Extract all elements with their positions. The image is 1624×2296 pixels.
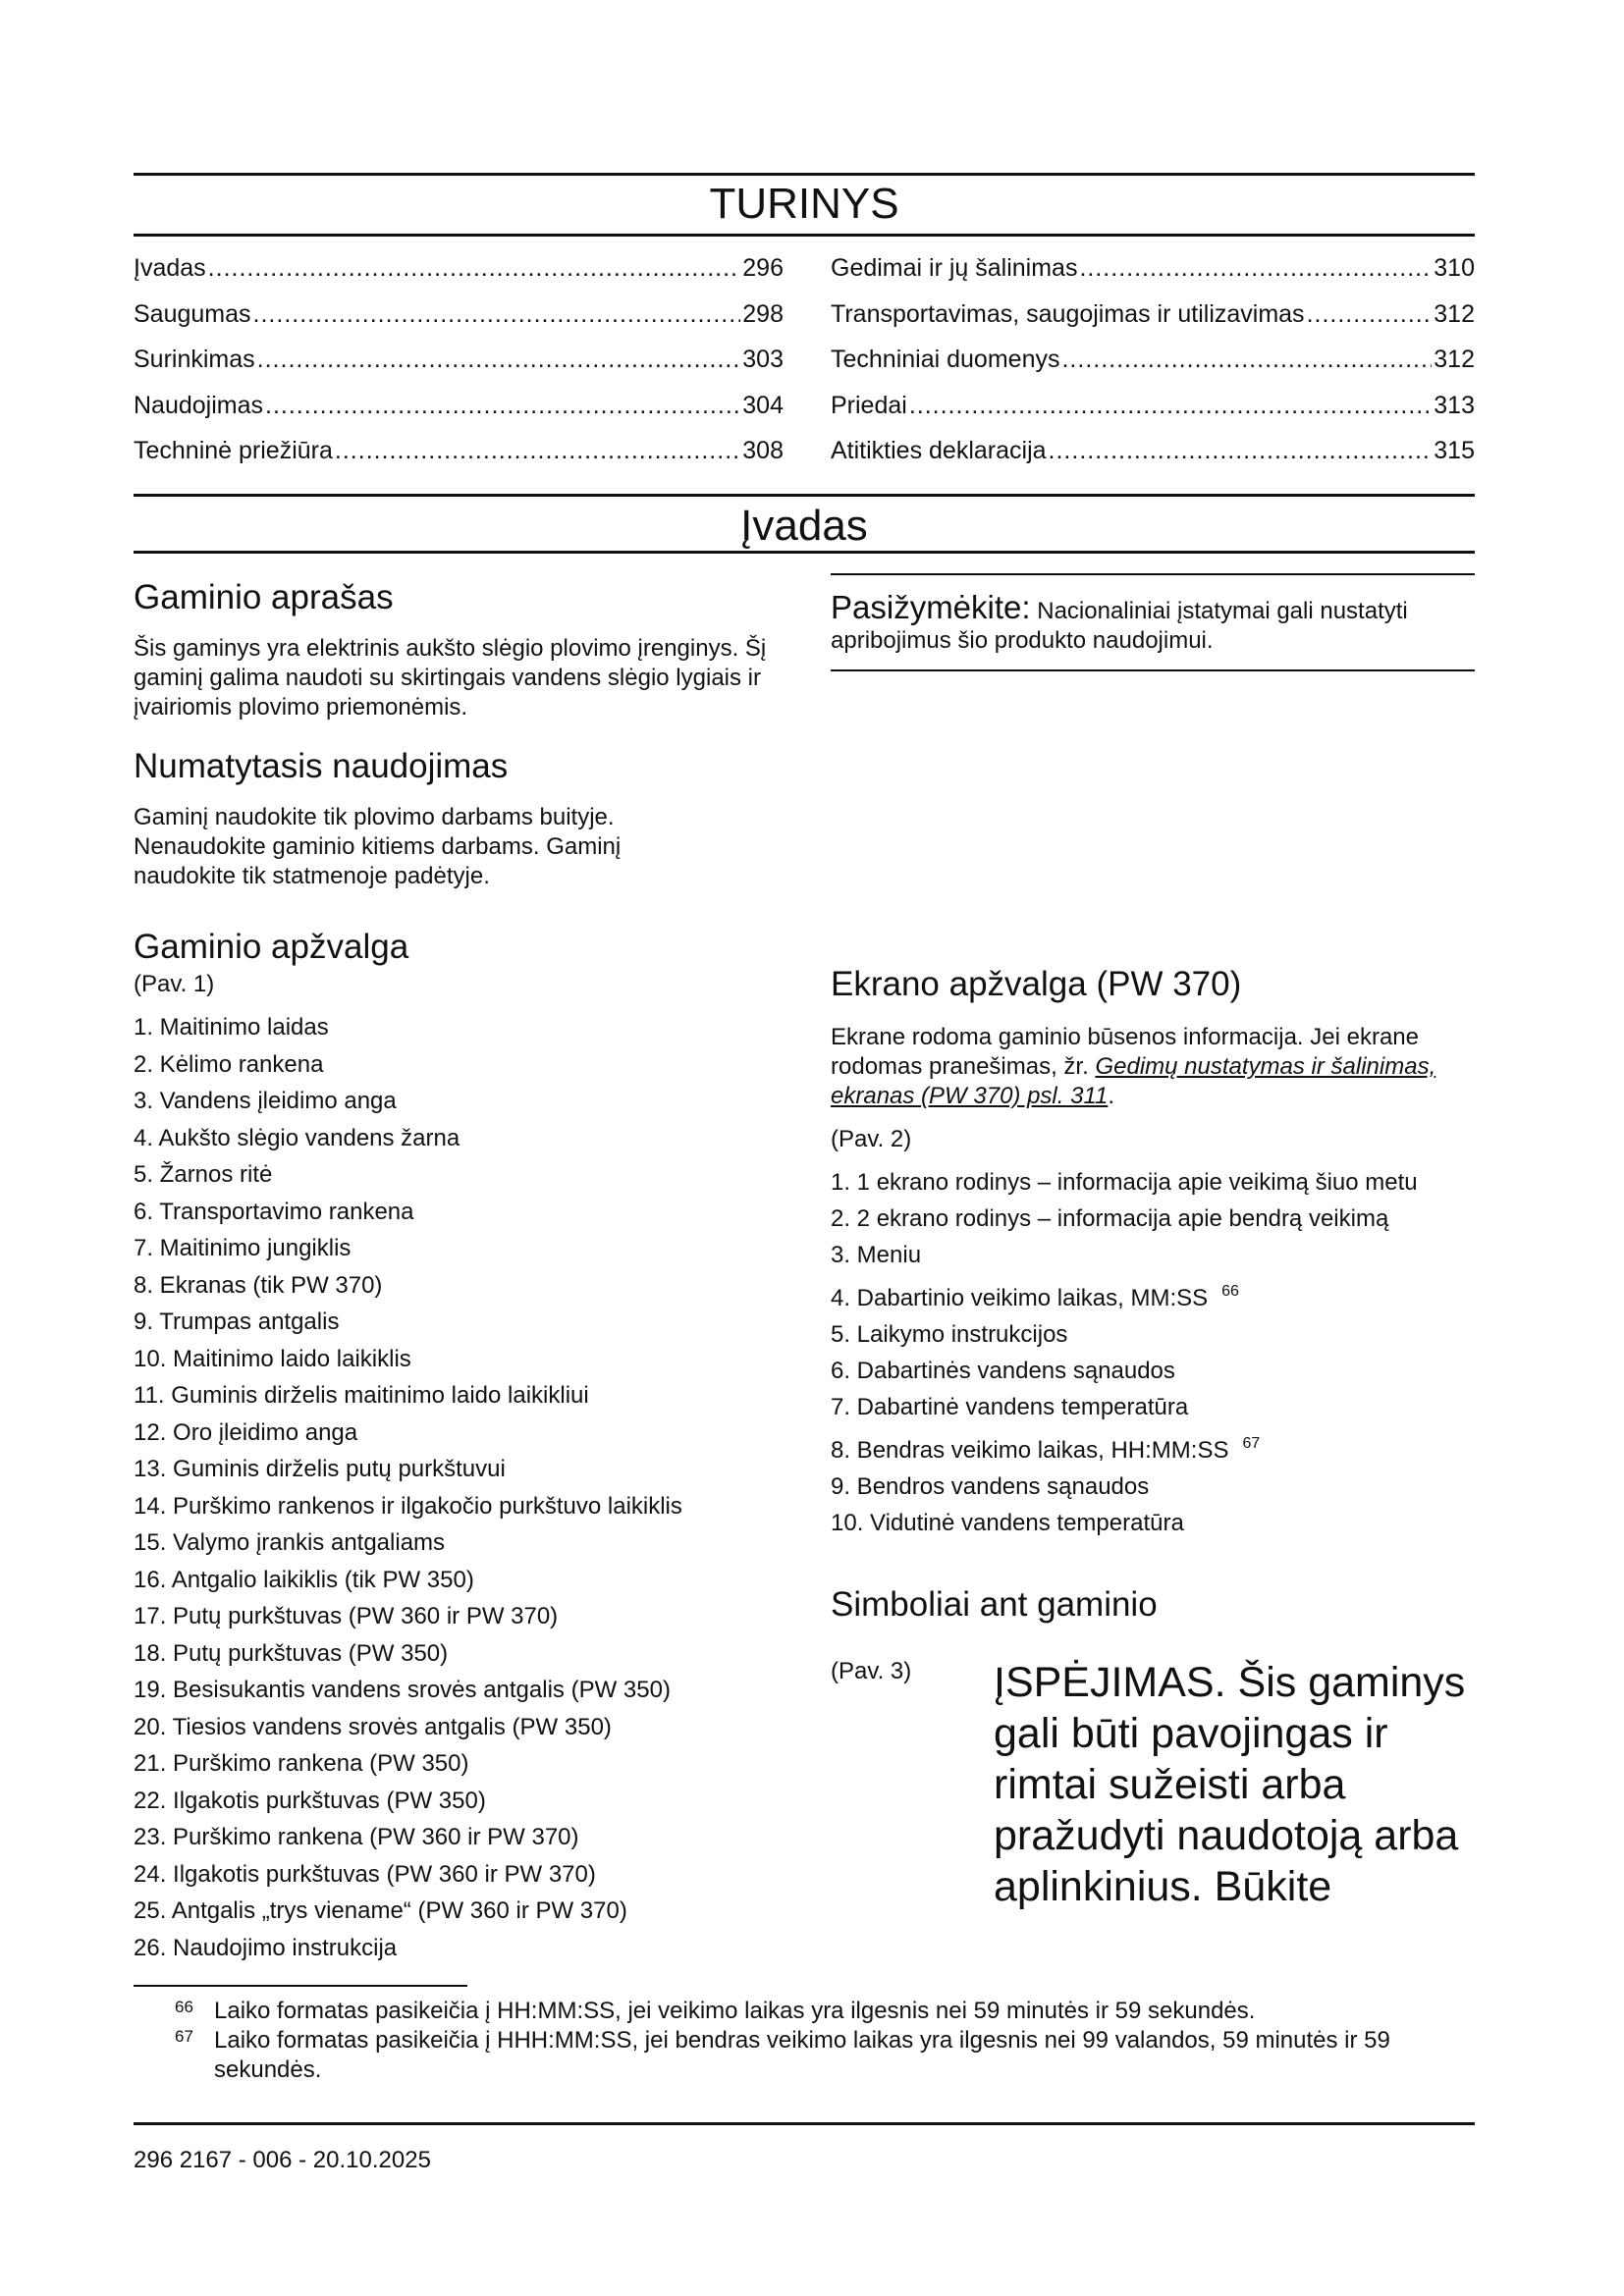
footnote-number: 66: [175, 1998, 193, 2016]
symbols-section: [831, 1584, 1475, 1626]
toc-entry-page: 308: [742, 437, 784, 464]
list-item: [831, 1393, 1475, 1422]
list-item-text: 2. 2 ekrano rodinys – informacija apie bendrą veikimą: [831, 1205, 1389, 1232]
toc-right-column: [831, 251, 1475, 480]
toc-entry-page: 304: [742, 391, 784, 419]
footnote-rule: [134, 1985, 467, 1987]
figure-ref: (Pav. 2): [831, 1126, 912, 1152]
list-item: 3. Vandens įleidimo anga: [134, 1088, 397, 1114]
toc-entry-page: 303: [742, 346, 784, 373]
toc-entry[interactable]: [134, 389, 784, 435]
warning-text: ĮSPĖJIMAS. Šis gaminys gali būti pavojingas ir rimtai sužeisti arba pražudyti naudotoją arba aplinkinius. Būkite: [994, 1659, 1466, 1910]
list-item: 8. Ekranas (tik PW 370): [134, 1271, 383, 1299]
note-paragraph: [831, 589, 1475, 656]
product-description: [134, 577, 801, 722]
cross-reference-link[interactable]: Gedimų nustatymas ir šalinimas, ekranas (PW 370) psl. 311: [831, 1053, 1436, 1109]
list-item: 10. Maitinimo laido laikiklis: [134, 1345, 411, 1372]
section-title: Įvadas: [740, 502, 868, 550]
toc-entry[interactable]: [831, 251, 1475, 297]
footnotes: [175, 1997, 1481, 2085]
intended-use: [134, 746, 801, 891]
list-item: [831, 1509, 1475, 1538]
list-item-text: 3. Meniu: [831, 1242, 922, 1268]
toc-entry-label: Surinkimas: [134, 346, 255, 373]
figure-ref: (Pav. 3): [831, 1658, 912, 1684]
list-item: 6. Transportavimo rankena: [134, 1198, 414, 1225]
list-item: [831, 1277, 1475, 1313]
footnote: [175, 1997, 1481, 2026]
symbols-heading: Simboliai ant gaminio: [831, 1585, 1158, 1624]
list-item: [831, 1472, 1475, 1502]
toc-entry-page: 312: [1434, 299, 1475, 328]
list-item: 2. Kėlimo rankena: [134, 1050, 324, 1078]
footnote-text: Laiko formatas pasikeičia į HHH:MM:SS, jei bendras veikimo laikas yra ilgesnis nei 99 valandos, 59 minutės ir 59 sekundės.: [214, 2027, 1390, 2083]
list-item: 25. Antgalis „trys viename“ (PW 360 ir PW 370): [134, 1897, 627, 1924]
list-item-text: 8. Bendras veikimo laikas, HH:MM:SS: [831, 1437, 1229, 1464]
toc-entry[interactable]: [831, 389, 1475, 435]
list-item-text: 10. Vidutinė vandens temperatūra: [831, 1510, 1184, 1536]
display-overview-heading: Ekrano apžvalga (PW 370): [831, 965, 1242, 1003]
toc-entry-page: 315: [1434, 437, 1475, 464]
toc-entry-page: 298: [742, 299, 784, 328]
list-item: 7. Maitinimo jungiklis: [134, 1235, 352, 1261]
list-item: 20. Tiesios vandens srovės antgalis (PW 350): [134, 1713, 612, 1740]
page-footer: 296 2167 - 006 - 20.10.2025: [134, 2147, 431, 2173]
footnote-ref[interactable]: 66: [1221, 1283, 1239, 1300]
toc-entry-label: Naudojimas: [134, 391, 264, 419]
display-overview-intro: Ekrane rodoma gaminio būsenos informacija. Jei ekrane rodomas pranešimas, žr.: [831, 1024, 1419, 1080]
note-label: Pasižymėkite:: [831, 589, 1031, 625]
toc-entry-label: Transportavimas, saugojimas ir utilizavimas: [831, 299, 1305, 328]
list-item: 18. Putų purkštuvas (PW 350): [134, 1639, 449, 1667]
toc-entry[interactable]: [134, 343, 784, 389]
toc-entry-label: Gedimai ir jų šalinimas: [831, 254, 1078, 282]
list-item: 23. Purškimo rankena (PW 360 ir PW 370): [134, 1824, 579, 1850]
toc-entry-page: 312: [1434, 346, 1475, 373]
list-item: 21. Purškimo rankena (PW 350): [134, 1750, 469, 1777]
intended-use-heading: Numatytasis naudojimas: [134, 747, 509, 785]
toc-entry-label: Atitikties deklaracija: [831, 437, 1047, 464]
list-item: 13. Guminis dirželis putų purkštuvui: [134, 1456, 506, 1482]
section-bottom-rule: [134, 551, 1475, 554]
toc-entry-label: Įvadas: [134, 254, 206, 282]
toc-entry[interactable]: [831, 434, 1475, 480]
list-item: 1. Maitinimo laidas: [134, 1014, 329, 1041]
product-description-text: Šis gaminys yra elektrinis aukšto slėgio plovimo įrenginys. Šį gaminį galima naudoti su skirtingais vandens slėgio lygiais ir įvairiomis plovimo priemonėmis.: [134, 635, 767, 721]
list-item: 4. Aukšto slėgio vandens žarna: [134, 1124, 460, 1151]
list-item: 9. Trumpas antgalis: [134, 1308, 340, 1335]
display-overview-end: .: [1108, 1083, 1115, 1109]
list-item-text: 9. Bendros vandens sąnaudos: [831, 1473, 1150, 1500]
intended-use-text: Gaminį naudokite tik plovimo darbams buityje. Nenaudokite gaminio kitiems darbams. Gaminį naudokite tik statmenoje padėtyje.: [134, 804, 622, 889]
footer-rule: [134, 2122, 1475, 2125]
list-item: 26. Naudojimo instrukcija: [134, 1934, 398, 1961]
toc-entry-label: Saugumas: [134, 299, 251, 328]
toc-entry-label: Techninė priežiūra: [134, 437, 333, 464]
list-item: [831, 1320, 1475, 1350]
list-item: 12. Oro įleidimo anga: [134, 1418, 358, 1446]
list-item: [831, 1204, 1475, 1234]
toc-entry-page: 296: [742, 254, 784, 282]
list-item-text: 6. Dabartinės vandens sąnaudos: [831, 1358, 1175, 1384]
note-text: Nacionaliniai įstatymai gali nustatyti apribojimus šio produkto naudojimui.: [831, 598, 1408, 654]
list-item: 14. Purškimo rankenos ir ilgakočio purkštuvo laikiklis: [134, 1492, 682, 1520]
footnote-ref[interactable]: 67: [1242, 1435, 1261, 1452]
toc-entry-label: Techniniai duomenys: [831, 346, 1060, 373]
toc-title-rule: [134, 234, 1475, 237]
list-item: 22. Ilgakotis purkštuvas (PW 350): [134, 1787, 486, 1814]
toc-entry[interactable]: [134, 434, 784, 480]
list-item-text: 5. Laikymo instrukcijos: [831, 1321, 1068, 1348]
list-item: 15. Valymo įrankis antgaliams: [134, 1529, 446, 1556]
list-item: 5. Žarnos ritė: [134, 1161, 273, 1188]
list-item: 17. Putų purkštuvas (PW 360 ir PW 370): [134, 1603, 559, 1629]
toc-entry[interactable]: [134, 251, 784, 297]
list-item-text: 7. Dabartinė vandens temperatūra: [831, 1394, 1189, 1420]
list-item-text: 1. 1 ekrano rodinys – informacija apie veikimą šiuo metu: [831, 1169, 1418, 1196]
list-item: [831, 1168, 1479, 1198]
display-items-list: [831, 1168, 1475, 1538]
list-item: 19. Besisukantis vandens srovės antgalis (PW 350): [134, 1677, 671, 1703]
display-overview-text: [831, 1023, 1469, 1111]
list-item: [831, 1429, 1475, 1466]
toc-entry[interactable]: [831, 297, 1475, 344]
footnote-number: 67: [175, 2027, 193, 2046]
toc-entry-page: 313: [1434, 391, 1475, 419]
product-description-heading: Gaminio aprašas: [134, 578, 394, 616]
list-item-text: 4. Dabartinio veikimo laikas, MM:SS: [831, 1285, 1209, 1311]
footnote-text: Laiko formatas pasikeičia į HH:MM:SS, jei veikimo laikas yra ilgesnis nei 59 minutės ir 59 sekundės.: [214, 1998, 1256, 2024]
product-overview: [134, 927, 821, 1970]
product-parts-list: [134, 1013, 821, 1970]
figure-ref: (Pav. 1): [134, 971, 215, 997]
toc-left-column: [134, 251, 784, 480]
footnote: [175, 2026, 1481, 2085]
toc-entry-label: Priedai: [831, 391, 907, 419]
list-item: [831, 1357, 1475, 1386]
list-item: 24. Ilgakotis purkštuvas (PW 360 ir PW 370): [134, 1860, 596, 1888]
list-item: 11. Guminis dirželis maitinimo laido laikikliui: [134, 1382, 589, 1409]
note-box: [831, 573, 1475, 671]
list-item: 16. Antgalio laikiklis (tik PW 350): [134, 1566, 474, 1593]
list-item: [831, 1241, 1475, 1270]
toc-entry[interactable]: [134, 297, 784, 344]
display-overview: [831, 964, 1475, 1545]
section-top-rule: [134, 494, 1475, 497]
product-overview-heading: Gaminio apžvalga: [134, 928, 409, 966]
toc-entry[interactable]: [831, 343, 1475, 389]
top-rule: [134, 173, 1475, 176]
toc-title: TURINYS: [709, 180, 899, 228]
toc-entry-page: 310: [1434, 254, 1475, 282]
